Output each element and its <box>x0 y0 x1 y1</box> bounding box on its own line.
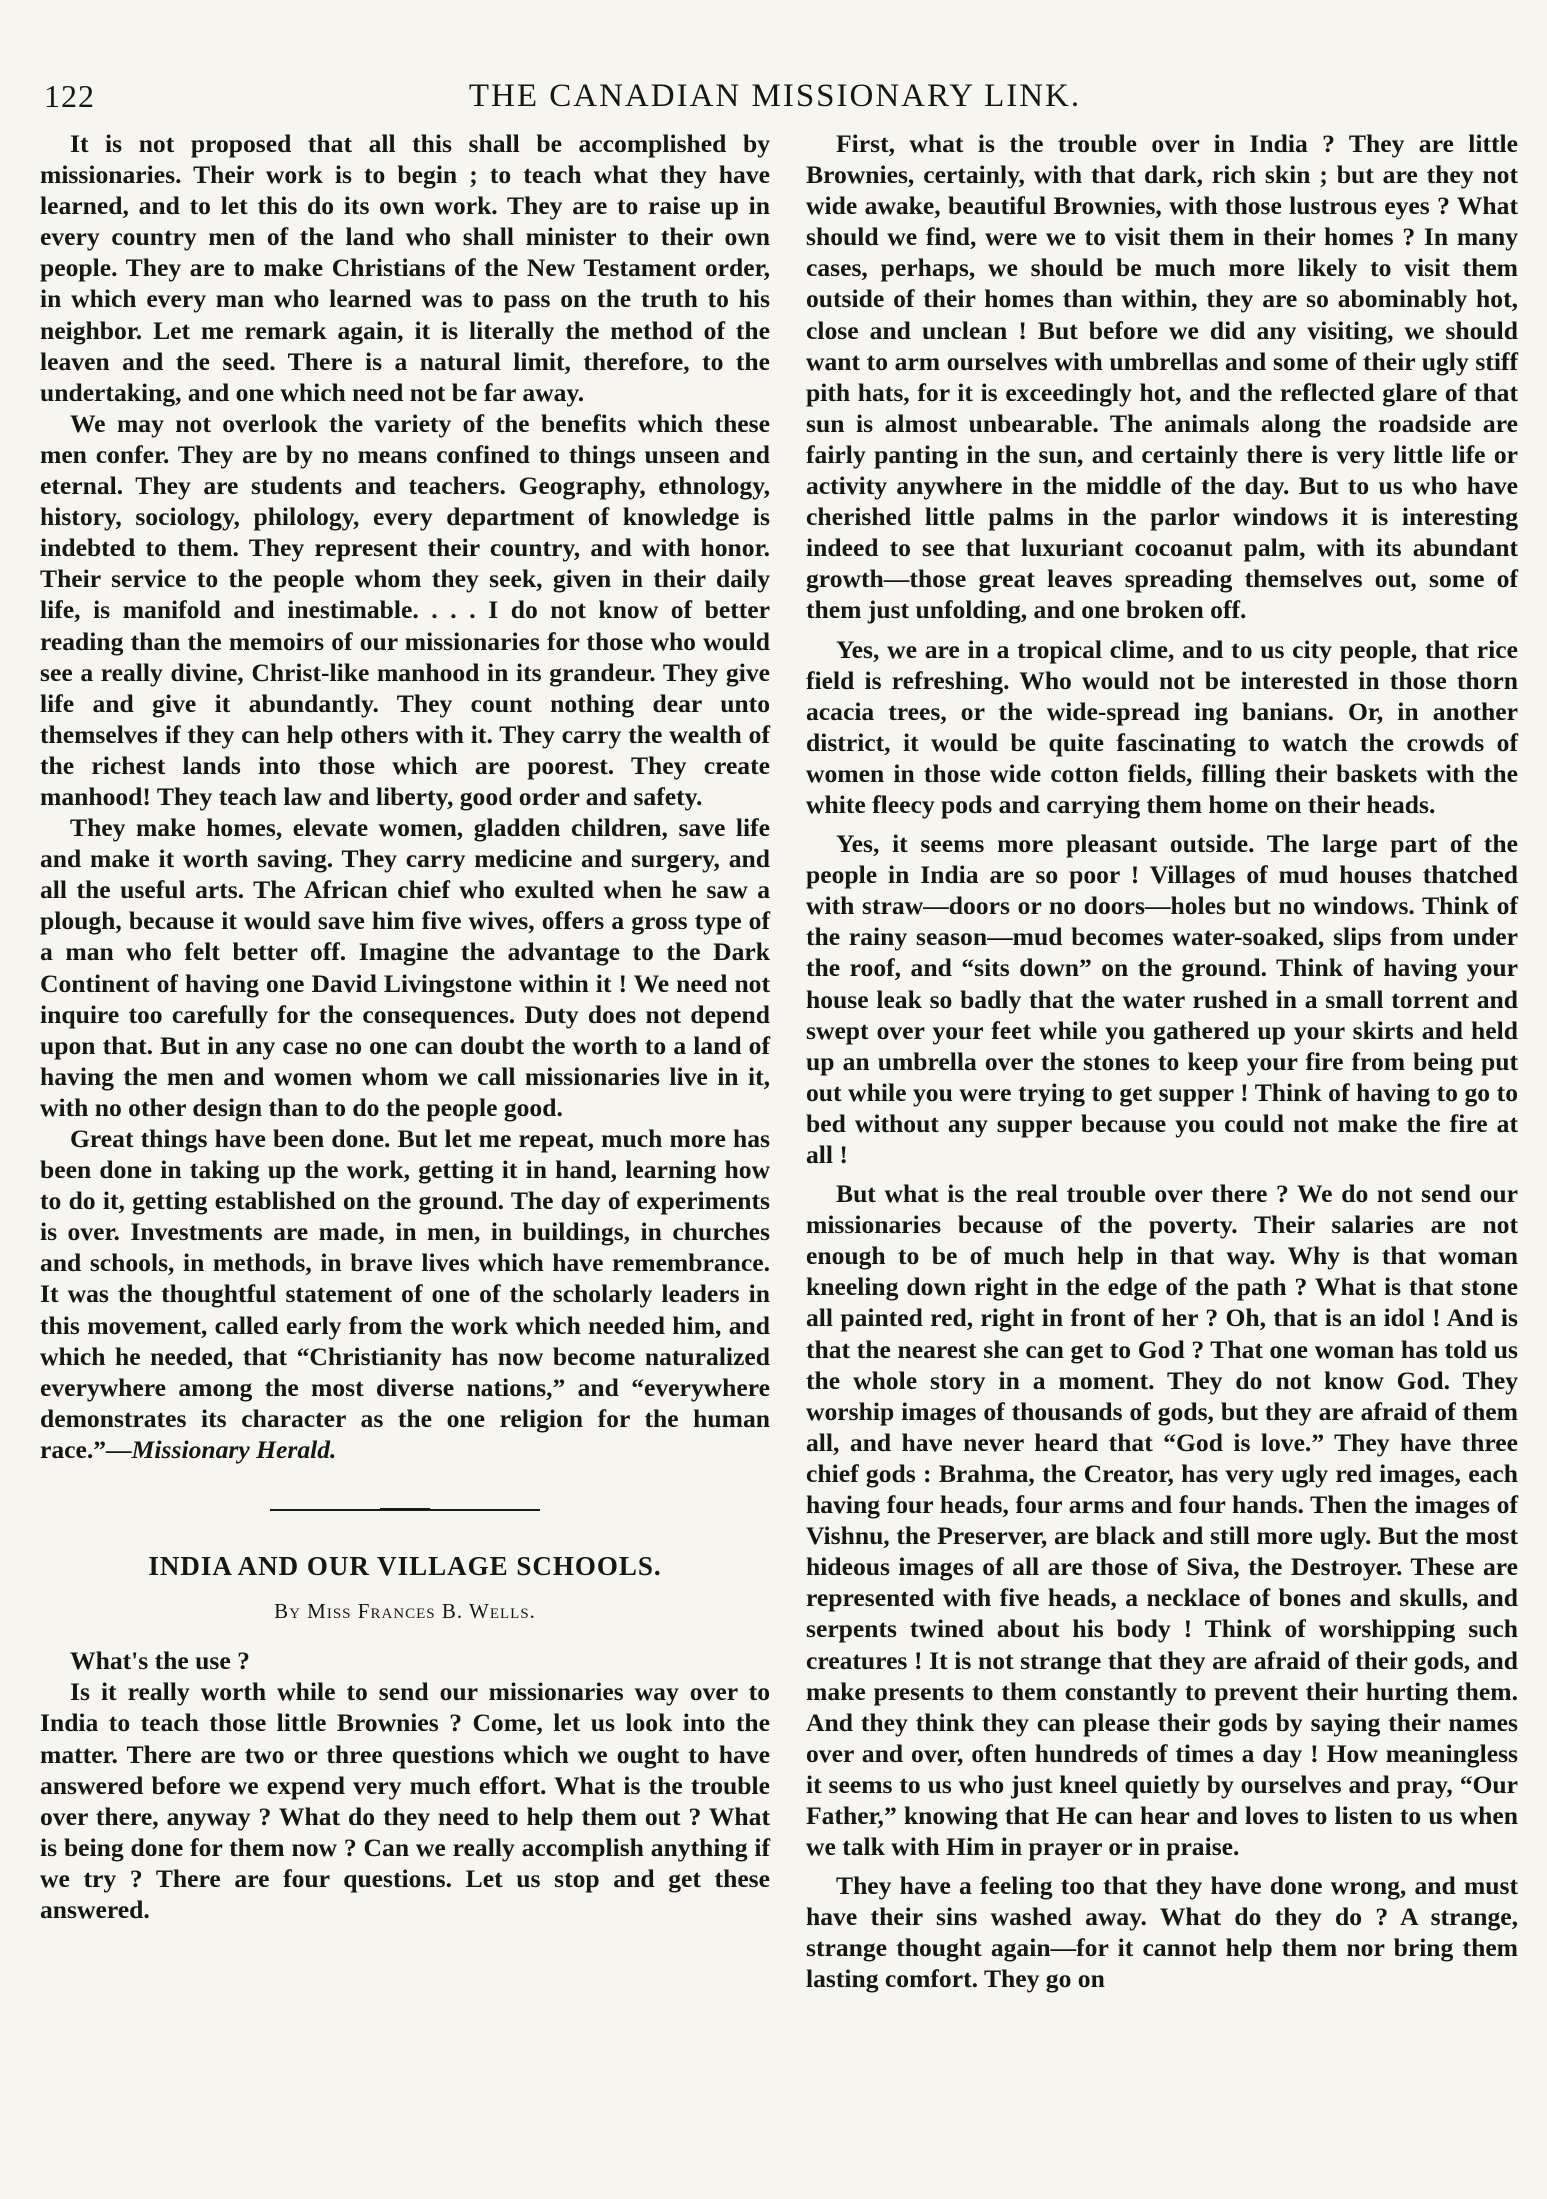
section-paragraph: What's the use ? <box>70 1646 250 1676</box>
page-header <box>40 78 1510 122</box>
page-number: 122 <box>44 78 95 114</box>
article-paragraph: We may not overlook the variety of the benefits which these men confer. They are by no means confined to things unseen and eternal. They are students and teachers. Geography, ethnology, history, sociology, philology, every department of knowledge is indebted to them. They represent their country, and with honor. Their service to the people whom they seek, given in their daily life, is manifold and inestimable. . . . I do not know of better reading than the memoirs of our missionaries for those who would see a really divine, Christ-like manhood in its grandeur. They give life and give it abundantly. They count nothing dear unto themselves if they can help others with it. They carry the wealth of the richest lands into those which are poorest. They create manhood! They teach law and liberty, good order and safety. <box>40 408 770 811</box>
article-paragraph: It is not proposed that all this shall be accomplished by missionaries. Their work is to begin ; to teach what they have learned, and to let this do its own work. They are to raise up in every country men of the land who shall minister to their own people. They are to make Christians of the New Testament order, in which every man who learned was to pass on the truth to his neighbor. Let me remark again, it is literally the method of the leaven and the seed. There is a natural limit, therefore, to the undertaking, and one which need not be far away. <box>40 129 770 407</box>
section-paragraph: But what is the real trouble over there ? We do not send our missionaries because of the poverty. Their salaries are not enough to be of much help in that way. Why is that woman kneeling down right in the edge of the path ? What is that stone all painted red, right in front of her ? Oh, that is an idol ! And is that the nearest she can get to God ? That one woman has told us the whole story in a moment. They do not know God. They worship images of thousands of gods, but they are afraid of them all, and have never heard that “God is love.” They have three chief gods : Brahma, the Creator, has very ugly red images, each having four heads, four arms and four hands. Then the images of Vishnu, the Preserver, are black and still more ugly. But the most hideous images of all are those of Siva, the Destroyer. These are represented with five heads, a necklace of bones and skulls, and serpents twined about his body ! Think of worshipping such creatures ! It is not strange that they are afraid of their gods, and make presents to them constantly to prevent their hurting them. And they think they can please their gods by saying their names over and over, often hundreds of times a day ! How meaningless it seems to us who just kneel quietly by ourselves and pray, “Our Father,” knowing that He can hear and loves to listen to us when we talk with Him in prayer or in praise. <box>806 1179 1518 1862</box>
byline: By Miss Frances B. Wells. <box>274 1599 536 1624</box>
section-paragraph: They have a feeling too that they have done wrong, and must have their sins washed away. What do they do ? A strange, strange thought again—for it cannot help them nor bring them lasting comfort. They go on <box>806 1871 1518 1994</box>
running-title: THE CANADIAN MISSIONARY LINK. <box>468 78 1082 114</box>
section-divider <box>270 1509 540 1511</box>
source-citation: —Missionary Herald. <box>106 1434 337 1464</box>
section-paragraph: Yes, it seems more pleasant outside. The large part of the people in India are so poor ! Villages of mud houses thatched with straw—doors or no doors—holes but no windows. Think of the rainy season—mud becomes water-soaked, slips from under the roof, and “sits down” on the ground. Think of having your house leak so badly that the water rushed in a small torrent and swept over your feet while you gathered up your skirts and held up an umbrella over the stones to keep your fire from being put out while you were trying to get supper ! Think of having to go to bed without any supper because you could not make the fire at all ! <box>806 829 1518 1169</box>
left-column <box>40 128 770 1925</box>
article-paragraph-with-source <box>40 1123 770 1465</box>
section-paragraph: Is it really worth while to send our missionaries way over to India to teach those little Brownies ? Come, let us look into the matter. There are two or three questions which we ought to have answered before we expend very much effort. What is the trouble over there, anyway ? What do they need to help them out ? What is being done for them now ? Can we really accomplish anything if we try ? There are four questions. Let us stop and get these answered. <box>40 1677 770 1924</box>
section-paragraph: First, what is the trouble over in India ? They are little Brownies, certainly, with that dark, rich skin ; but are they not wide awake, beautiful Brownies, with those lustrous eyes ? What should we find, were we to visit them in their homes ? In many cases, perhaps, we should be much more likely to visit them outside of their homes than within, they are so abominably hot, close and unclean ! But before we did any visiting, we should want to arm ourselves with umbrellas and some of their ugly stiff pith hats, for it is exceedingly hot, and the reflected glare of that sun is almost unbearable. The animals along the roadside are fairly panting in the sun, and certainly there is very little life or activity anywhere in the middle of the day. But to us who have cherished little palms in the parlor windows it is interesting indeed to see that luxuriant cocoanut palm, with its abundant growth—those great leaves spreading themselves out, some of them just unfolding, and one broken off. <box>806 129 1518 625</box>
section-title: INDIA AND OUR VILLAGE SCHOOLS. <box>148 1551 662 1582</box>
article-paragraph: Great things have been done. But let me repeat, much more has been done in taking up the work, getting it in hand, learning how to do it, getting established on the ground. The day of experiments is over. Investments are made, in men, in buildings, in churches and schools, in methods, in brave lives which have remembrance. It was the thoughtful statement of one of the scholarly leaders in this movement, called early from the work which needed him, and which he needed, that “Christianity has now become naturalized everywhere among the most diverse nations,” and “everywhere demonstrates its character as the one religion for the human race.” <box>40 1124 770 1464</box>
right-column <box>806 128 1518 1995</box>
section-paragraph: Yes, we are in a tropical clime, and to us city people, that rice field is refreshing. Who would not be interested in those thorn acacia trees, or the wide-spread ing banians. Or, in another district, it would be quite fascinating to watch the crowds of women in those wide cotton fields, filling their baskets with the white fleecy pods and carrying them home on their heads. <box>806 634 1518 819</box>
article-paragraph: They make homes, elevate women, gladden children, save life and make it worth saving. They carry medicine and surgery, and all the useful arts. The African chief who exulted when he saw a plough, because it would save him five wives, offers a gross type of a man who felt better off. Imagine the advantage to the Dark Continent of having one David Livingstone within it ! We need not inquire too carefully for the consequences. Duty does not depend upon that. But in any case no one can doubt the worth to a land of having the men and women whom we call missionaries live in it, with no other design than to do the people good. <box>40 813 770 1122</box>
